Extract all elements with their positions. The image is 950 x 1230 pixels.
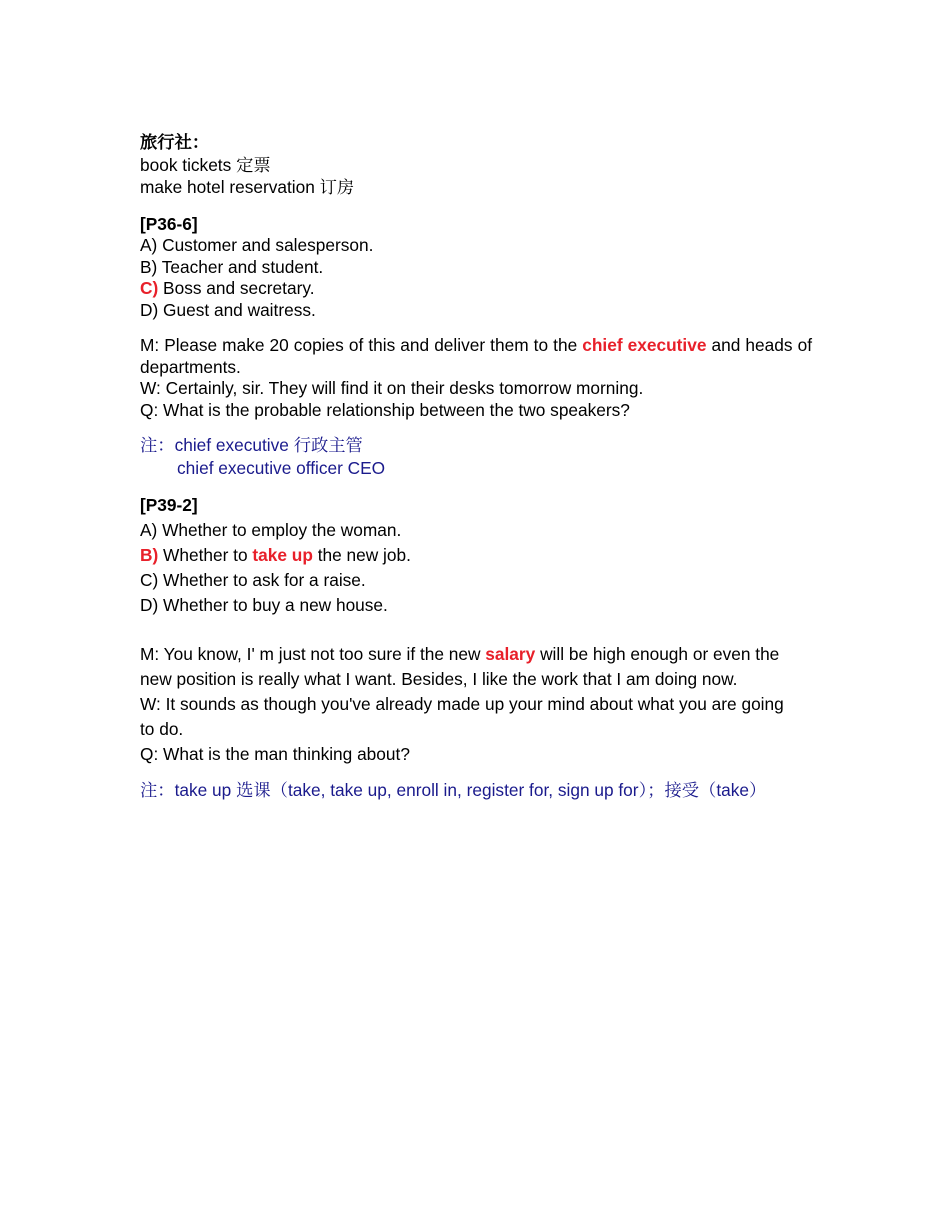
option-letter: B) — [140, 256, 158, 277]
travel-item — [140, 155, 812, 178]
dialog-text: M: Please make 20 copies of this and deliver them to the — [140, 335, 583, 355]
dialog-man — [140, 335, 812, 378]
option-b-answer — [140, 543, 812, 568]
option-text: Whether to employ the woman. — [157, 520, 402, 540]
option-text: Customer and salesperson. — [157, 235, 374, 255]
option-letter: D) — [140, 595, 159, 615]
question-id: [P36-6] — [140, 213, 198, 234]
dialog-man — [140, 642, 790, 692]
option-letter: A) — [140, 520, 158, 540]
option-text: Teacher and student. — [157, 256, 324, 277]
dialog-text: will be high enough or even the new position is really what I want. Besides, I like the work that I am doing now. — [140, 644, 780, 689]
note-text: take up — [174, 780, 237, 800]
option-b — [140, 257, 812, 279]
option-a — [140, 518, 812, 543]
note-text: take, take up, enroll in, register for, sign up for — [287, 780, 639, 800]
note-label: 注： — [140, 781, 175, 801]
option-text: Whether to buy a new house. — [158, 595, 388, 615]
keyword-highlight: take up — [252, 545, 313, 565]
keyword-highlight: chief executive — [582, 335, 707, 355]
option-text: Boss and secretary. — [158, 278, 315, 298]
note-line — [140, 435, 812, 458]
dialog-text: M: You know, I' m just not too sure if the new — [140, 644, 486, 664]
option-d — [140, 593, 812, 618]
dialog-question: Q: What is the man thinking about? — [140, 744, 410, 764]
dialog-woman: W: Certainly, sir. They will find it on their desks tomorrow morning. — [140, 378, 644, 398]
note-line — [140, 778, 812, 804]
option-d — [140, 300, 812, 322]
document-page — [140, 133, 812, 804]
option-text: the new job. — [312, 545, 411, 565]
option-a — [140, 235, 812, 257]
note-line: chief executive officer CEO — [177, 457, 386, 478]
travel-item-zh: 订房 — [319, 178, 355, 198]
travel-title: 旅行社： — [140, 133, 210, 153]
travel-item-zh: 定票 — [236, 155, 271, 176]
note-text-zh: 选课（ — [236, 781, 288, 801]
note-text: take — [716, 780, 749, 800]
option-letter: C) — [140, 570, 159, 590]
answer-letter: C) — [140, 278, 159, 298]
note-text-zh: 行政主管 — [293, 436, 363, 456]
option-text: Guest and waitress. — [158, 299, 316, 320]
travel-item — [140, 177, 812, 200]
note-label: 注： — [140, 436, 175, 456]
dialog-woman: W: It sounds as though you've already made up your mind about what you are going to do. — [140, 694, 784, 739]
travel-item-en: book tickets — [140, 154, 232, 175]
option-text: Whether to — [158, 545, 253, 565]
note-text-zh: ）；接受（ — [638, 781, 717, 801]
keyword-highlight: salary — [485, 644, 536, 664]
travel-item-en: make hotel reservation — [140, 177, 315, 197]
dialog-text: and heads of departments. — [140, 335, 813, 377]
option-c-answer — [140, 278, 812, 300]
note-text: chief executive — [174, 435, 289, 455]
note-text-zh: ） — [749, 781, 767, 801]
dialog-question: Q: What is the probable relationship between the two speakers? — [140, 399, 630, 420]
question-id: [P39-2] — [140, 495, 198, 515]
answer-letter: B) — [140, 545, 159, 565]
option-c — [140, 568, 812, 593]
option-text: Whether to ask for a raise. — [158, 570, 366, 590]
option-letter: A) — [140, 235, 158, 255]
option-letter: D) — [140, 299, 159, 320]
